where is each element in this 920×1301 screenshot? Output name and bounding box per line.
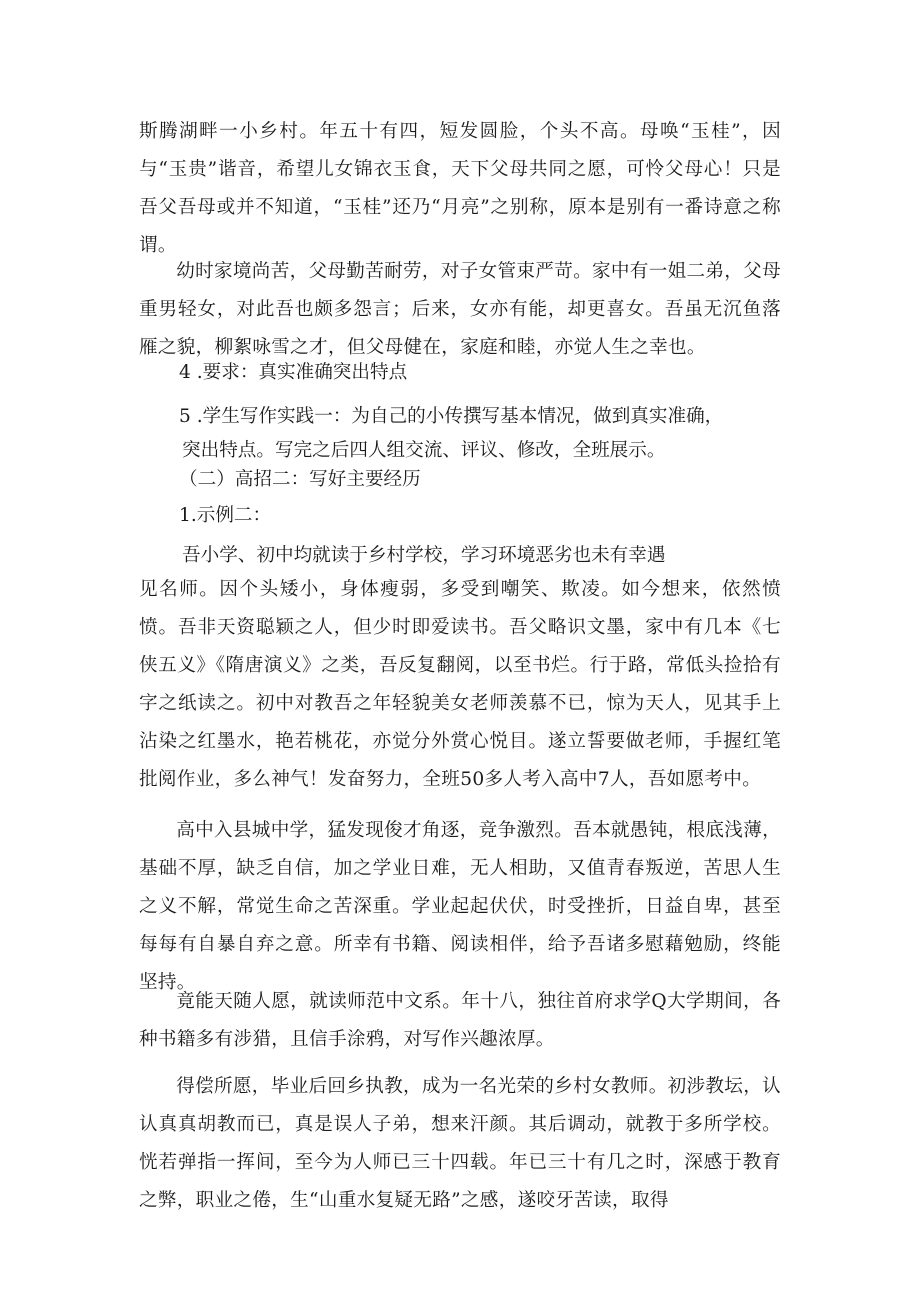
paragraph-bio-name: 斯腾湖畔一小乡村。年五十有四，短发圆脸，个头不高。母唤“玉桂”，因与“玉贵”谐音，希望儿女锦衣玉食，天下父母共同之愿，可怜父母心！只是吾父吾母或并不知道，“玉桂”还乃“月亮”之别称，原本是别有一番诗意之称谓。 — [139, 121, 781, 256]
paragraph-teaching: 得偿所愿，毕业后回乡执教，成为一名光荣的乡村女教师。初涉教坛，认认真真胡教而已，真是误人子弟，想来汗颜。其后调动，就教于多所学校。恍若弹指一挥间，至今为人师已三十四载。年已三十有几之时，深感于教育之弊，职业之倦，生“山重水复疑无路”之感，遂咬牙苦读，取得 — [139, 1076, 781, 1211]
paragraph-university: 竟能天随人愿，就读师范中文系。年十八，独往首府求学Q大学期间，各种书籍多有涉猎，且信手涂鸦，对写作兴趣浓厚。 — [139, 991, 781, 1050]
item-4-requirement: 4 .要求：真实准确突出特点 — [179, 362, 408, 383]
section-heading-2: （二）高招二：写好主要经历 — [179, 469, 421, 490]
item-5-line-1: 5 .学生写作实践一：为自己的小传撰写基本情况，做到真实准确， — [179, 406, 724, 427]
paragraph-school-rest: 见名师。因个头矮小，身体瘦弱，多受到嘲笑、欺凌。如今想来，依然愤愤。吾非天资聪颖之人，但少时即爱读书。吾父略识文墨，家中有几本《七侠五义》《隋唐演义》之类，吾反复翻阅，以至书烂。行于路，常低头捡拾有字之纸读之。初中对教吾之年轻貌美女老师羡慕不已，惊为天人，见其手上沾染之红墨水，艳若桃花，亦觉分外赏心悦目。遂立誓要做老师，手握红笔批阅作业，多么神气！发奋努力，全班50多人考入高中7人，吾如愿考中。 — [139, 579, 781, 790]
paragraph-childhood: 幼时家境尚苦，父母勤苦耐劳，对子女管束严苛。家中有一姐二弟，父母重男轻女，对此吾也颇多怨言；后来，女亦有能，却更喜女。吾虽无沉鱼落雁之貌，柳絮咏雪之才，但父母健在，家庭和睦，亦觉人生之幸也。 — [139, 261, 781, 358]
paragraph-high-school: 高中入县城中学，猛发现俊才角逐，竞争激烈。吾本就愚钝，根底浅薄，基础不厚，缺乏自信，加之学业日难，无人相助，又值青春叛逆，苦思人生之义不解，常觉生命之苦深重。学业起起伏伏，时受挫折，日益自卑，甚至每每有自暴自弃之意。所幸有书籍、阅读相伴，给予吾诸多慰藉勉励，终能坚持。 — [139, 820, 781, 993]
example-2-label: 1.示例二： — [179, 505, 272, 526]
paragraph-school-line-1: 吾小学、初中均就读于乡村学校，学习环境恶劣也未有幸遇 — [182, 545, 666, 566]
item-5-line-2: 突出特点。写完之后四人组交流、评议、修改，全班展示。 — [182, 440, 666, 461]
